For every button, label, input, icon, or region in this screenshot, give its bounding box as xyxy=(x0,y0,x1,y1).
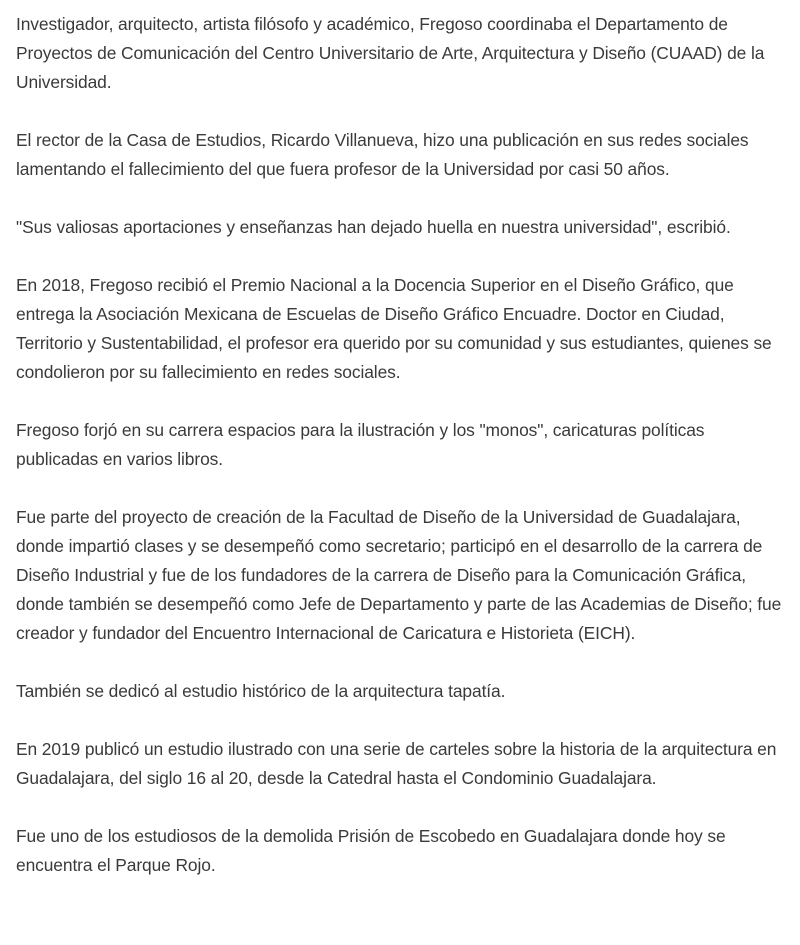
paragraph-quote: "Sus valiosas aportaciones y enseñanzas han dejado huella en nuestra universidad", escribió. xyxy=(16,217,731,237)
paragraph-history: También se dedicó al estudio histórico de la arquitectura tapatía. xyxy=(16,681,506,701)
paragraph-award: En 2018, Fregoso recibió el Premio Nacional a la Docencia Superior en el Diseño Gráfico, que entrega la Asociación Mexicana de Escuelas de Diseño Gráfico Encuadre. Doctor en Ciudad, Territorio y Sustentabilidad, el profesor era querido por su comunidad y sus estudiantes, quienes se condolieron por su fallecimiento en redes sociales. xyxy=(16,275,772,382)
paragraph-illustration: Fregoso forjó en su carrera espacios para la ilustración y los "monos", caricaturas políticas publicadas en varios libros. xyxy=(16,420,705,469)
paragraph-study-2019: En 2019 publicó un estudio ilustrado con una serie de carteles sobre la historia de la arquitectura en Guadalajara, del siglo 16 al 20, desde la Catedral hasta el Condominio Guadalajara. xyxy=(16,739,777,788)
paragraph-prison: Fue uno de los estudiosos de la demolida Prisión de Escobedo en Guadalajara donde hoy se encuentra el Parque Rojo. xyxy=(16,826,726,875)
paragraph-rector: El rector de la Casa de Estudios, Ricardo Villanueva, hizo una publicación en sus redes sociales lamentando el fallecimiento del que fuera profesor de la Universidad por casi 50 años. xyxy=(16,130,749,179)
paragraph-faculty: Fue parte del proyecto de creación de la Facultad de Diseño de la Universidad de Guadalajara, donde impartió clases y se desempeñó como secretario; participó en el desarrollo de la carrera de Diseño Industrial y fue de los fundadores de la carrera de Diseño para la Comunicación Gráfica, donde también se desempeñó como Jefe de Departamento y parte de las Academias de Diseño; fue creador y fundador del Encuentro Internacional de Caricatura e Historieta (EICH). xyxy=(16,507,782,643)
paragraph-intro: Investigador, arquitecto, artista filósofo y académico, Fregoso coordinaba el Departamento de Proyectos de Comunicación del Centro Universitario de Arte, Arquitectura y Diseño (CUAAD) de la Universidad. xyxy=(16,14,765,92)
